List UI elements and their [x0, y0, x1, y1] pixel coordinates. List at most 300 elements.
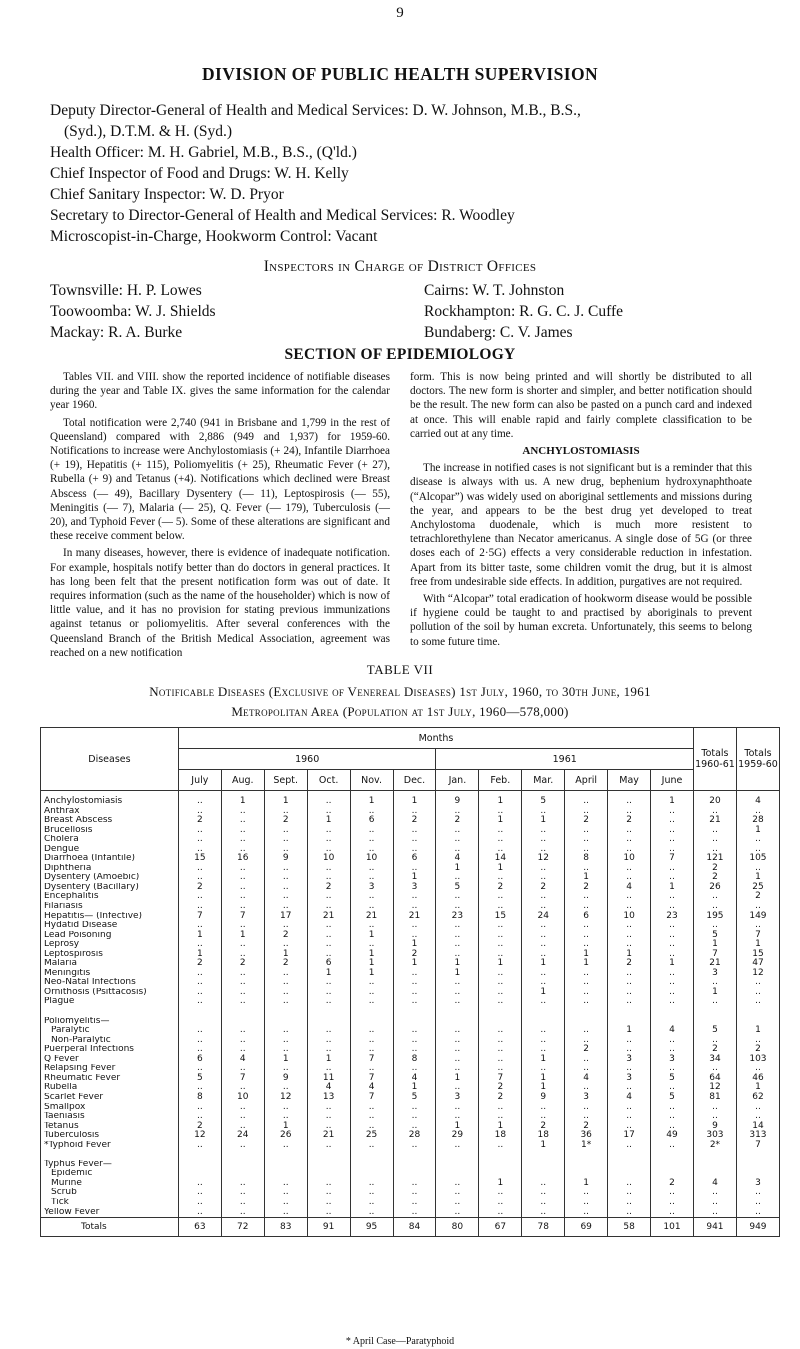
- office-townsville: Townsville: H. P. Lowes: [50, 282, 202, 299]
- table-cell: ..: [436, 1112, 479, 1122]
- table-cell: ..: [350, 873, 393, 883]
- table-cell: 9: [436, 791, 479, 807]
- table-cell: ..: [307, 1179, 350, 1189]
- table-cell: ..: [736, 902, 779, 912]
- table-cell: 2: [264, 931, 307, 941]
- table-cell: 1: [522, 1074, 565, 1084]
- table-cell: ..: [436, 921, 479, 931]
- table-cell: 1: [307, 1055, 350, 1065]
- table-cell: ..: [693, 807, 736, 817]
- table-cell: ..: [565, 826, 608, 836]
- table-cell: ..: [522, 807, 565, 817]
- header-month: Mar.: [522, 770, 565, 791]
- office-bundaberg: Bundaberg: C. V. James: [424, 324, 573, 341]
- table-cell: ..: [608, 988, 651, 998]
- table-cell: 5: [651, 1074, 694, 1084]
- table-cell: ..: [651, 1188, 694, 1198]
- table-cell: 1: [479, 791, 522, 807]
- table-cell: [264, 1007, 307, 1017]
- table-cell: ..: [693, 978, 736, 988]
- table-cell: [522, 1150, 565, 1160]
- table-cell: ..: [307, 1112, 350, 1122]
- table-cell: 29: [436, 1131, 479, 1141]
- disease-name: Scarlet Fever: [41, 1093, 179, 1103]
- table-cell: ..: [651, 1045, 694, 1055]
- table-cell: 10: [221, 1093, 264, 1103]
- table-cell: ..: [307, 1208, 350, 1218]
- table-cell: 28: [736, 816, 779, 826]
- table-cell: 2: [693, 873, 736, 883]
- table-cell: 34: [693, 1055, 736, 1065]
- table-cell: ..: [479, 1208, 522, 1218]
- table-cell: ..: [178, 791, 221, 807]
- table-cell: ..: [565, 791, 608, 807]
- header-diseases: Diseases: [41, 728, 179, 791]
- table-cell: ..: [264, 1141, 307, 1151]
- table-cell: [608, 1160, 651, 1170]
- total-cell: 72: [221, 1218, 264, 1237]
- table-cell: 1: [393, 1083, 436, 1093]
- table-cell: ..: [350, 1064, 393, 1074]
- table-cell: 14: [736, 1122, 779, 1132]
- table-cell: ..: [264, 978, 307, 988]
- table-cell: 1: [350, 931, 393, 941]
- table-row: [41, 1150, 780, 1160]
- table-cell: 5: [178, 1074, 221, 1084]
- disease-name: Filariasis: [41, 902, 179, 912]
- table-cell: 1: [651, 883, 694, 893]
- table-cell: ..: [221, 835, 264, 845]
- table-cell: [608, 1150, 651, 1160]
- table-cell: ..: [307, 940, 350, 950]
- table-cell: 7: [479, 1074, 522, 1084]
- table-cell: [651, 1150, 694, 1160]
- table-cell: [393, 1007, 436, 1017]
- table-cell: 10: [307, 854, 350, 864]
- table-cell: ..: [350, 1103, 393, 1113]
- disease-name: Breast Abscess: [41, 816, 179, 826]
- table-cell: ..: [608, 1188, 651, 1198]
- table-cell: ..: [393, 835, 436, 845]
- disease-name: Plague: [41, 997, 179, 1007]
- table-cell: 1: [264, 791, 307, 807]
- table-cell: ..: [350, 807, 393, 817]
- table-cell: [436, 1150, 479, 1160]
- table-cell: ..: [565, 1198, 608, 1208]
- table-cell: 24: [522, 912, 565, 922]
- table-cell: ..: [736, 1198, 779, 1208]
- table-cell: ..: [693, 1208, 736, 1218]
- table-cell: ..: [651, 826, 694, 836]
- table-cell: ..: [221, 883, 264, 893]
- table-cell: 18: [522, 1131, 565, 1141]
- table-cell: ..: [736, 864, 779, 874]
- table-cell: ..: [307, 988, 350, 998]
- table-cell: ..: [178, 1026, 221, 1036]
- table-cell: 1: [522, 959, 565, 969]
- table-cell: ..: [522, 997, 565, 1007]
- table-cell: ..: [178, 1103, 221, 1113]
- table-cell: ..: [436, 902, 479, 912]
- table-cell: ..: [264, 1026, 307, 1036]
- table-cell: 5: [693, 1026, 736, 1036]
- table-cell: ..: [522, 835, 565, 845]
- table-cell: 2: [651, 1179, 694, 1189]
- table-cell: ..: [608, 1103, 651, 1113]
- table-cell: 2: [565, 816, 608, 826]
- header-month: June: [651, 770, 694, 791]
- table-cell: ..: [221, 921, 264, 931]
- table-cell: ..: [178, 892, 221, 902]
- table-cell: ..: [608, 1064, 651, 1074]
- table-cell: ..: [307, 791, 350, 807]
- table-cell: ..: [436, 835, 479, 845]
- table-cell: 1: [736, 873, 779, 883]
- table-cell: ..: [736, 1188, 779, 1198]
- footnote: * April Case—Paratyphoid: [345, 1336, 455, 1347]
- table-cell: 1: [522, 988, 565, 998]
- staff-health-officer: Health Officer: M. H. Gabriel, M.B., B.S., (Q'ld.): [50, 144, 357, 161]
- table-cell: ..: [736, 978, 779, 988]
- table-cell: 1: [736, 826, 779, 836]
- table-cell: ..: [522, 940, 565, 950]
- header-totals-1959-60: Totals 1959-60: [736, 728, 779, 791]
- table-cell: ..: [522, 1045, 565, 1055]
- table-cell: [736, 1007, 779, 1017]
- table-cell: ..: [393, 807, 436, 817]
- table-cell: 17: [608, 1131, 651, 1141]
- table-cell: 25: [350, 1131, 393, 1141]
- table-cell: ..: [264, 1036, 307, 1046]
- staff-microscopist: Microscopist-in-Charge, Hookworm Control: Vacant: [50, 228, 378, 245]
- table-cell: 5: [393, 1093, 436, 1103]
- table-cell: ..: [264, 1103, 307, 1113]
- table-cell: [736, 1160, 779, 1170]
- table-cell: ..: [565, 940, 608, 950]
- table-cell: ..: [522, 978, 565, 988]
- table-cell: 2: [178, 959, 221, 969]
- disease-name: Meningitis: [41, 969, 179, 979]
- table-cell: 21: [393, 912, 436, 922]
- table-cell: 21: [350, 912, 393, 922]
- table-cell: ..: [608, 997, 651, 1007]
- table-cell: 2: [693, 1045, 736, 1055]
- table-cell: 1: [436, 1122, 479, 1132]
- table-cell: ..: [479, 997, 522, 1007]
- table-cell: 12: [178, 1131, 221, 1141]
- table-cell: 8: [178, 1093, 221, 1103]
- table-cell: ..: [436, 997, 479, 1007]
- table-cell: ..: [651, 978, 694, 988]
- table-cell: 1: [393, 873, 436, 883]
- table-cell: 1: [221, 931, 264, 941]
- table-cell: ..: [651, 1122, 694, 1132]
- table-cell: ..: [307, 1141, 350, 1151]
- table-cell: ..: [522, 1112, 565, 1122]
- table-cell: ..: [608, 1141, 651, 1151]
- table-cell: ..: [178, 1179, 221, 1189]
- table-cell: 1: [522, 816, 565, 826]
- disease-name: Hepatitis— (Infective): [41, 912, 179, 922]
- table-cell: ..: [350, 1122, 393, 1132]
- table-cell: ..: [693, 997, 736, 1007]
- totals-label: Totals: [41, 1218, 179, 1237]
- table-cell: 105: [736, 854, 779, 864]
- table-cell: 1: [608, 1026, 651, 1036]
- table-cell: ..: [565, 997, 608, 1007]
- table-cell: ..: [264, 940, 307, 950]
- disease-name: Yellow Fever: [41, 1208, 179, 1218]
- table-cell: ..: [522, 845, 565, 855]
- disease-name: Paralytic: [41, 1026, 179, 1036]
- table-cell: 7: [221, 1074, 264, 1084]
- table-cell: ..: [479, 1103, 522, 1113]
- table-cell: [565, 1160, 608, 1170]
- table-cell: 11: [307, 1074, 350, 1084]
- table-cell: 1: [436, 959, 479, 969]
- table-cell: [264, 1150, 307, 1160]
- table-cell: ..: [608, 1083, 651, 1093]
- left-column: [50, 370, 390, 663]
- table-cell: ..: [307, 1122, 350, 1132]
- disease-name: Rubella: [41, 1083, 179, 1093]
- table-cell: ..: [565, 1208, 608, 1218]
- table-cell: 21: [307, 1131, 350, 1141]
- table-cell: 2: [565, 1122, 608, 1132]
- table-cell: 18: [479, 1131, 522, 1141]
- table-cell: ..: [307, 807, 350, 817]
- table-cell: ..: [264, 1208, 307, 1218]
- table-cell: ..: [522, 1198, 565, 1208]
- section-heading: SECTION OF EPIDEMIOLOGY: [284, 346, 516, 363]
- table-cell: [307, 1150, 350, 1160]
- header-month: Oct.: [307, 770, 350, 791]
- table-cell: ..: [522, 1188, 565, 1198]
- table-cell: ..: [736, 1112, 779, 1122]
- total-cell: 80: [436, 1218, 479, 1237]
- table-cell: [436, 1007, 479, 1017]
- table-cell: ..: [522, 1064, 565, 1074]
- table-cell: ..: [608, 892, 651, 902]
- table-cell: 1*: [565, 1141, 608, 1151]
- table-cell: ..: [307, 931, 350, 941]
- table-cell: ..: [522, 1026, 565, 1036]
- table-cell: ..: [565, 978, 608, 988]
- table-cell: ..: [264, 835, 307, 845]
- table-cell: 1: [522, 1141, 565, 1151]
- table-cell: ..: [178, 1045, 221, 1055]
- table-cell: ..: [178, 1036, 221, 1046]
- table-cell: 1: [479, 1122, 522, 1132]
- disease-name: Poliomyelitis—: [41, 1017, 179, 1027]
- table-cell: [693, 1160, 736, 1170]
- table-cell: ..: [221, 950, 264, 960]
- table-cell: ..: [736, 1208, 779, 1218]
- disease-name: Dysentery (Amoebic): [41, 873, 179, 883]
- table-cell: ..: [350, 1141, 393, 1151]
- table-cell: ..: [350, 940, 393, 950]
- table-cell: ..: [479, 1045, 522, 1055]
- table-cell: ..: [221, 1064, 264, 1074]
- table-cell: ..: [436, 1064, 479, 1074]
- table-cell: 26: [264, 1131, 307, 1141]
- table-cell: ..: [307, 978, 350, 988]
- table-cell: ..: [393, 988, 436, 998]
- table-cell: ..: [436, 1036, 479, 1046]
- table-cell: ..: [479, 1188, 522, 1198]
- table-cell: 1: [651, 791, 694, 807]
- table-cell: 2: [736, 892, 779, 902]
- disease-name: Q Fever: [41, 1055, 179, 1065]
- table-cell: ..: [436, 1026, 479, 1036]
- table-cell: ..: [436, 873, 479, 883]
- table-cell: ..: [436, 892, 479, 902]
- table-cell: 2: [565, 1045, 608, 1055]
- table-cell: ..: [178, 864, 221, 874]
- table-cell: ..: [608, 807, 651, 817]
- table-cell: ..: [608, 931, 651, 941]
- table-cell: ..: [178, 940, 221, 950]
- table-cell: 7: [350, 1074, 393, 1084]
- table-cell: 121: [693, 854, 736, 864]
- table-cell: ..: [393, 845, 436, 855]
- table-cell: ..: [350, 1036, 393, 1046]
- table-cell: ..: [479, 1112, 522, 1122]
- table-cell: [221, 1150, 264, 1160]
- header-month: April: [565, 770, 608, 791]
- page-number: 9: [396, 5, 404, 21]
- table-cell: ..: [522, 826, 565, 836]
- table-cell: ..: [608, 1122, 651, 1132]
- disease-name: Diphtheria: [41, 864, 179, 874]
- table-cell: ..: [307, 950, 350, 960]
- table-cell: 1: [693, 940, 736, 950]
- table-cell: ..: [565, 1188, 608, 1198]
- table-cell: 13: [307, 1093, 350, 1103]
- table-cell: 2: [522, 1122, 565, 1132]
- table-cell: ..: [608, 826, 651, 836]
- table-cell: ..: [565, 1064, 608, 1074]
- table-cell: 2: [393, 816, 436, 826]
- table-cell: ..: [436, 978, 479, 988]
- disease-name: [41, 1150, 179, 1160]
- table-cell: [178, 1007, 221, 1017]
- table-cell: 1: [565, 950, 608, 960]
- table-cell: ..: [651, 816, 694, 826]
- table-cell: ..: [522, 864, 565, 874]
- table-cell: ..: [693, 845, 736, 855]
- table-cell: ..: [307, 892, 350, 902]
- disease-name: Leptospirosis: [41, 950, 179, 960]
- table-cell: 1: [479, 864, 522, 874]
- table-cell: ..: [307, 1188, 350, 1198]
- table-cell: 2: [264, 816, 307, 826]
- table-cell: 1: [565, 959, 608, 969]
- table-cell: 15: [736, 950, 779, 960]
- table-cell: ..: [479, 1026, 522, 1036]
- table-cell: ..: [608, 940, 651, 950]
- table-cell: 21: [693, 959, 736, 969]
- table-cell: 15: [479, 912, 522, 922]
- table-cell: ..: [479, 845, 522, 855]
- total-cell: 67: [479, 1218, 522, 1237]
- disease-name: Malaria: [41, 959, 179, 969]
- table-cell: ..: [651, 1141, 694, 1151]
- table-cell: ..: [436, 1045, 479, 1055]
- table-cell: 16: [221, 854, 264, 864]
- table-cell: ..: [307, 845, 350, 855]
- disease-name: Scrub: [41, 1188, 179, 1198]
- table-cell: 7: [693, 950, 736, 960]
- table-cell: ..: [436, 950, 479, 960]
- table-cell: 5: [651, 1093, 694, 1103]
- disease-name: Tick: [41, 1198, 179, 1208]
- notifications-table: [40, 727, 780, 1237]
- office-toowoomba: Toowoomba: W. J. Shields: [50, 303, 216, 320]
- table-cell: ..: [264, 1083, 307, 1093]
- table-cell: ..: [479, 931, 522, 941]
- table-cell: 1: [479, 816, 522, 826]
- table-cell: ..: [565, 864, 608, 874]
- table-cell: ..: [436, 826, 479, 836]
- table-cell: ..: [736, 921, 779, 931]
- table-cell: ..: [436, 1179, 479, 1189]
- table-cell: ..: [264, 826, 307, 836]
- table-cell: ..: [221, 826, 264, 836]
- disease-name: Tetanus: [41, 1122, 179, 1132]
- table-cell: ..: [693, 1198, 736, 1208]
- table-cell: 4: [307, 1083, 350, 1093]
- paragraph: form. This is now being printed and will shortly be distributed to all doctors. The new form is shorter and simpler, and better notification should be the result. The new form can also be pasted on a punch card and indexed at once. This will enable rapid and fairly complete classification to be carried out at any time.: [410, 371, 752, 440]
- table-cell: ..: [479, 988, 522, 998]
- table-cell: 2: [479, 883, 522, 893]
- table-cell: ..: [350, 988, 393, 998]
- table-cell: 6: [565, 912, 608, 922]
- disease-name: Non-Paralytic: [41, 1036, 179, 1046]
- table-cell: ..: [479, 1141, 522, 1151]
- disease-name: [41, 1007, 179, 1017]
- table-cell: 1: [178, 931, 221, 941]
- table-cell: ..: [651, 988, 694, 998]
- table-cell: [221, 1007, 264, 1017]
- table-cell: [565, 1150, 608, 1160]
- table-cell: ..: [479, 969, 522, 979]
- table-cell: ..: [436, 807, 479, 817]
- table-cell: [651, 1007, 694, 1017]
- table-cell: 1: [393, 940, 436, 950]
- table-cell: ..: [350, 845, 393, 855]
- table-cell: ..: [479, 892, 522, 902]
- table-cell: 2*: [693, 1141, 736, 1151]
- table-cell: ..: [178, 873, 221, 883]
- table-cell: ..: [651, 902, 694, 912]
- totals-row: [41, 1218, 780, 1237]
- table-cell: ..: [350, 921, 393, 931]
- table-cell: ..: [651, 873, 694, 883]
- table-cell: ..: [350, 1198, 393, 1208]
- table-cell: ..: [307, 921, 350, 931]
- table-cell: ..: [608, 921, 651, 931]
- table-cell: ..: [565, 969, 608, 979]
- table-cell: ..: [307, 835, 350, 845]
- header-year-1960: 1960: [178, 749, 436, 770]
- table-cell: ..: [565, 835, 608, 845]
- table-cell: 10: [350, 854, 393, 864]
- table-cell: ..: [264, 883, 307, 893]
- table-cell: ..: [608, 864, 651, 874]
- office-cairns: Cairns: W. T. Johnston: [424, 282, 565, 299]
- disease-name: Diarrhoea (Infantile): [41, 854, 179, 864]
